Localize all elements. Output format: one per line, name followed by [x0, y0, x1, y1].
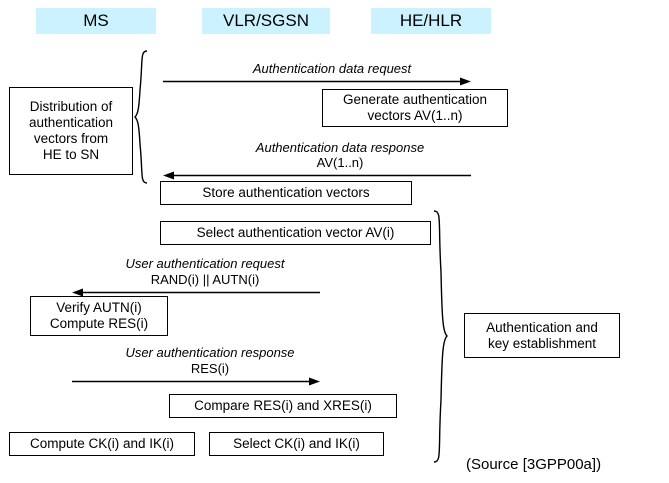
box-verify-autn-compute-res [30, 296, 168, 336]
brace-distribution-phase [134, 50, 148, 185]
box-verify-line-2: Compute RES(i) [49, 316, 149, 331]
phase-label-distribution [9, 87, 133, 175]
authentication-data-response-sublabel: AV(1..n) [316, 155, 364, 170]
box-verify-line-1: Verify AUTN(i) [56, 300, 142, 315]
box-select-line-1: Select authentication vector AV(i) [196, 225, 395, 240]
box-generate-line-2: vectors AV(1..n) [367, 108, 463, 123]
authentication-data-response-label: Authentication data response [255, 140, 425, 155]
box-select-ck-ik [209, 432, 384, 456]
phase-label-distribution-line-3: vectors from [33, 131, 109, 146]
phase-label-distribution-line-4: HE to SN [42, 147, 100, 162]
box-compare-line-1: Compare RES(i) and XRES(i) [194, 398, 372, 413]
user-authentication-response-label: User authentication response [125, 345, 295, 360]
column-header-he-hlr: HE/HLR [371, 8, 491, 34]
user-authentication-request-sublabel: RAND(i) || AUTN(i) [150, 272, 260, 287]
box-select-authentication-vector [160, 221, 431, 245]
authentication-data-request-label: Authentication data request [252, 61, 412, 76]
box-store-line-1: Store authentication vectors [202, 185, 370, 200]
phase-label-distribution-line-1: Distribution of [29, 99, 113, 114]
column-header-vlr-sgsn: VLR/SGSN [202, 8, 330, 34]
phase-label-authentication-line-1: Authentication and [486, 319, 598, 335]
box-select-ck-ik-line-1: Select CK(i) and IK(i) [233, 436, 360, 451]
column-header-ms: MS [36, 8, 156, 34]
phase-label-distribution-line-2: authentication [28, 115, 114, 130]
phase-label-authentication-line-2: key establishment [487, 335, 597, 351]
box-compute-ck-ik-line-1: Compute CK(i) and IK(i) [29, 436, 175, 451]
box-generate-line-1: Generate authentication [342, 92, 488, 107]
box-compare-res-xres [169, 394, 397, 418]
user-authentication-request-label: User authentication request [125, 256, 285, 271]
brace-authentication-phase [432, 210, 448, 464]
source-citation: (Source [3GPP00a]) [466, 456, 602, 473]
user-authentication-response-arrow [72, 377, 320, 386]
phase-label-authentication [464, 313, 620, 358]
box-generate-authentication-vectors [322, 89, 508, 127]
user-authentication-response-sublabel: RES(i) [190, 361, 230, 376]
box-store-authentication-vectors [160, 181, 412, 205]
authentication-data-response-arrow [163, 171, 471, 180]
box-compute-ck-ik [9, 432, 195, 456]
authentication-data-request-arrow [163, 77, 471, 86]
